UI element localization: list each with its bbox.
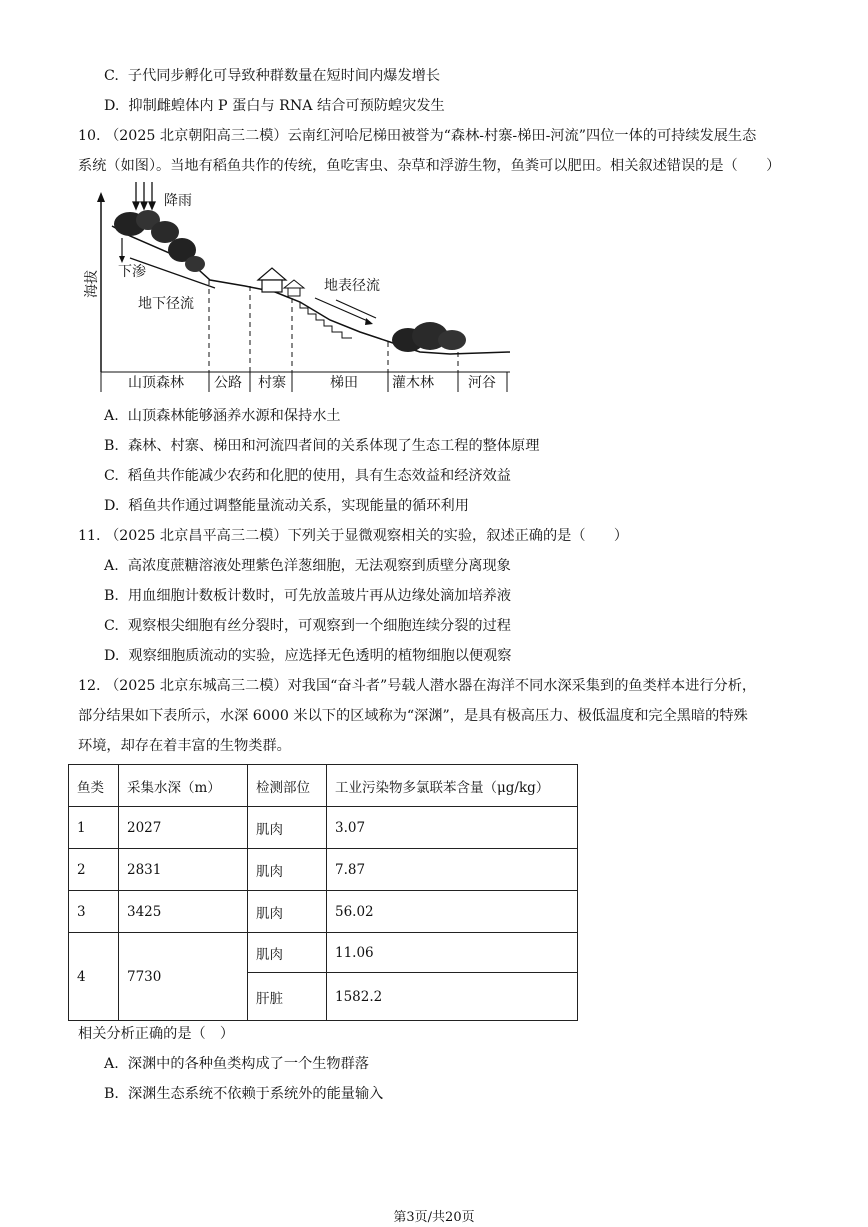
rain-label: 降雨	[164, 193, 192, 209]
zone-valley: 河谷	[468, 375, 496, 391]
table-row	[69, 891, 578, 933]
pcb-data-table	[68, 764, 578, 1021]
cell-value: 3.07	[327, 807, 578, 849]
terrace-ecosystem-diagram	[70, 180, 530, 395]
y-axis-label: 海拔	[84, 270, 100, 298]
q10-option-c: C. 稻鱼共作能减少农药和化肥的使用，具有生态效益和经济效益	[104, 468, 511, 484]
cell-depth: 2831	[119, 849, 248, 891]
page-footer: 第3页/共20页	[393, 1210, 475, 1225]
cell-value: 7.87	[327, 849, 578, 891]
cell-fish: 4	[69, 933, 119, 1021]
q11-option-b: B. 用血细胞计数板计数时，可先放盖玻片再从边缘处滴加培养液	[104, 588, 512, 604]
table-row	[69, 807, 578, 849]
cell-fish: 3	[69, 891, 119, 933]
q10-stem-line2: 系统（如图）。当地有稻鱼共作的传统，鱼吃害虫、杂草和浮游生物，鱼粪可以肥田。相关叙述错误的是（ ）	[78, 158, 781, 174]
q12-option-a: A. 深渊中的各种鱼类构成了一个生物群落	[104, 1056, 369, 1072]
q10-option-b: B. 森林、村寨、梯田和河流四者间的关系体现了生态工程的整体原理	[104, 438, 540, 454]
header-pcb: 工业污染物多氯联苯含量（μg/kg）	[327, 765, 578, 807]
q12-stem-line1: 12. （2025 北京东城高三二模）对我国“奋斗者”号载人潜水器在海洋不同水深采集到的鱼类样本进行分析，	[78, 678, 757, 694]
cell-part: 肌肉	[248, 807, 327, 849]
cell-depth: 2027	[119, 807, 248, 849]
shrub-trees	[392, 322, 466, 352]
header-depth: 采集水深（m）	[119, 765, 248, 807]
cell-part: 肌肉	[248, 849, 327, 891]
q12-stem-line3: 环境，却存在着丰富的生物类群。	[78, 738, 291, 754]
q12-prompt: 相关分析正确的是（ ）	[78, 1026, 235, 1042]
zone-forest: 山顶森林	[128, 375, 184, 391]
q10-option-a: A. 山顶森林能够涵养水源和保持水土	[104, 408, 341, 424]
cell-depth: 3425	[119, 891, 248, 933]
q11-option-d: D. 观察细胞质流动的实验，应选择无色透明的植物细胞以便观察	[104, 648, 512, 664]
header-fish: 鱼类	[69, 765, 119, 807]
cell-fish: 2	[69, 849, 119, 891]
zone-village: 村寨	[258, 375, 286, 391]
zone-terrace: 梯田	[330, 375, 358, 391]
q11-option-c: C. 观察根尖细胞有丝分裂时，可观察到一个细胞连续分裂的过程	[104, 618, 511, 634]
cell-depth: 7730	[119, 933, 248, 1021]
cell-part: 肌肉	[248, 891, 327, 933]
village-houses	[258, 268, 304, 296]
cell-value: 1582.2	[327, 973, 578, 1021]
cell-part: 肝脏	[248, 973, 327, 1021]
table-header-row	[69, 765, 578, 807]
zone-road: 公路	[214, 375, 242, 391]
cell-part: 肌肉	[248, 933, 327, 973]
q11-option-a: A. 高浓度蔗糖溶液处理紫色洋葱细胞，无法观察到质壁分离现象	[104, 558, 511, 574]
rain-arrows	[133, 182, 155, 209]
q10-stem-line1: 10. （2025 北京朝阳高三二模）云南红河哈尼梯田被誉为“森林-村寨-梯田-河流”四位一体的可持续发展生态	[78, 128, 757, 144]
q12-stem-line2: 部分结果如下表所示，水深 6000 米以下的区域称为“深渊”，是具有极高压力、极低温度和完全黑暗的特殊	[78, 708, 748, 724]
infiltration-label: 下渗	[118, 264, 146, 280]
cell-value: 56.02	[327, 891, 578, 933]
table-row	[69, 933, 578, 973]
q11-stem: 11. （2025 北京昌平高三二模）下列关于显微观察相关的实验，叙述正确的是（ ）	[78, 528, 629, 544]
q12-option-b: B. 深渊生态系统不依赖于系统外的能量输入	[104, 1086, 384, 1102]
header-part: 检测部位	[248, 765, 327, 807]
cell-fish: 1	[69, 807, 119, 849]
cell-value: 11.06	[327, 933, 578, 973]
surface-runoff-label: 地表径流	[324, 278, 380, 294]
q10-option-d: D. 稻鱼共作通过调整能量流动关系，实现能量的循环利用	[104, 498, 469, 514]
forest-trees	[114, 210, 205, 272]
option-c-prev: C. 子代同步孵化可导致种群数量在短时间内爆发增长	[104, 68, 441, 84]
option-d-prev: D. 抑制雌蝗体内 P 蛋白与 RNA 结合可预防蝗灾发生	[104, 98, 445, 114]
zone-shrub: 灌木林	[392, 375, 434, 391]
groundwater-label: 地下径流	[138, 296, 194, 312]
table-row	[69, 849, 578, 891]
